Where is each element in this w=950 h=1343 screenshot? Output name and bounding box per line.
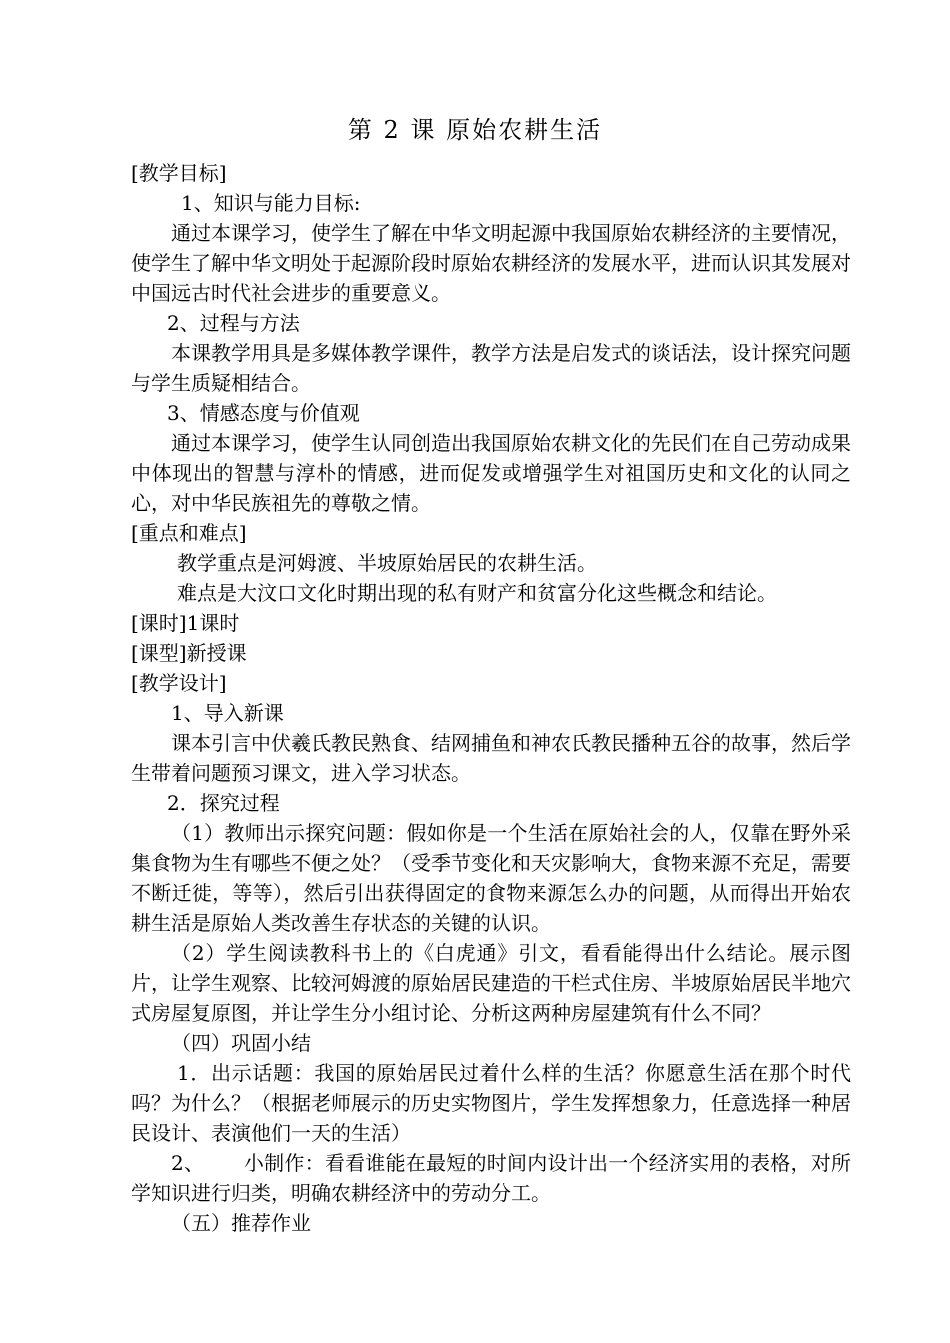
subheading-introduction: 1、导入新课 xyxy=(171,701,284,725)
subheading-process: 2、过程与方法 xyxy=(167,311,300,335)
document-body xyxy=(131,158,851,1238)
subheading-exploration: 2．探究过程 xyxy=(167,791,280,815)
section-heading-lesson-type: [课型]新授课 xyxy=(131,641,247,665)
paragraph-summary-1: 1．出示话题：我国的原始居民过着什么样的生活？你愿意生活在那个时代吗？为什么？（根据老师展示的历史实物图片，学生发挥想象力，任意选择一种居民设计、表演他们一天的生活） xyxy=(131,1061,851,1145)
subheading-summary: （四）巩固小结 xyxy=(171,1031,311,1055)
subheading-emotion: 3、情感态度与价值观 xyxy=(167,401,360,425)
paragraph-exploration-2: （2）学生阅读教科书上的《白虎通》引文，看看能得出什么结论。展示图片，让学生观察、比较河姆渡的原始居民建造的干栏式住房、半坡原始居民半地穴式房屋复原图，并让学生分小组讨论、分析这两种房屋建筑有什么不同？ xyxy=(131,941,851,1025)
subheading-knowledge: 1、知识与能力目标: xyxy=(181,191,361,215)
section-heading-key-points: [重点和难点] xyxy=(131,521,247,545)
paragraph-introduction: 课本引言中伏羲氏教民熟食、结网捕鱼和神农氏教民播种五谷的故事，然后学生带着问题预习课文，进入学习状态。 xyxy=(131,731,851,785)
paragraph-summary-2: 2、 小制作：看看谁能在最短的时间内设计出一个经济实用的表格，对所学知识进行归类，明确农耕经济中的劳动分工。 xyxy=(131,1151,851,1205)
paragraph-process: 本课教学用具是多媒体教学课件，教学方法是启发式的谈话法，设计探究问题与学生质疑相结合。 xyxy=(131,341,851,395)
section-heading-objectives: [教学目标] xyxy=(131,161,227,185)
subheading-homework: （五）推荐作业 xyxy=(171,1211,311,1235)
section-heading-class-hours: [课时]1课时 xyxy=(131,611,240,635)
paragraph-knowledge: 通过本课学习，使学生了解在中华文明起源中我国原始农耕经济的主要情况，使学生了解中华文明处于起源阶段时原始农耕经济的发展水平，进而认识其发展对中国远古时代社会进步的重要意义。 xyxy=(131,221,851,305)
lesson-title: 第 2 课 原始农耕生活 xyxy=(347,116,603,144)
section-heading-design: [教学设计] xyxy=(131,671,227,695)
paragraph-emotion: 通过本课学习，使学生认同创造出我国原始农耕文化的先民们在自己劳动成果中体现出的智慧与淳朴的情感，进而促发或增强学生对祖国历史和文化的认同之心，对中华民族祖先的尊敬之情。 xyxy=(131,431,851,515)
paragraph-exploration-1: （1）教师出示探究问题：假如你是一个生活在原始社会的人，仅靠在野外采集食物为生有哪些不便之处？（受季节变化和天灾影响大，食物来源不充足，需要不断迁徙，等等），然后引出获得固定的食物来源怎么办的问题，从而得出开始农耕生活是原始人类改善生存状态的关键的认识。 xyxy=(131,821,851,935)
paragraph-difficulty: 难点是大汶口文化时期出现的私有财产和贫富分化这些概念和结论。 xyxy=(177,581,777,605)
paragraph-key-point: 教学重点是河姆渡、半坡原始居民的农耕生活。 xyxy=(177,551,597,575)
